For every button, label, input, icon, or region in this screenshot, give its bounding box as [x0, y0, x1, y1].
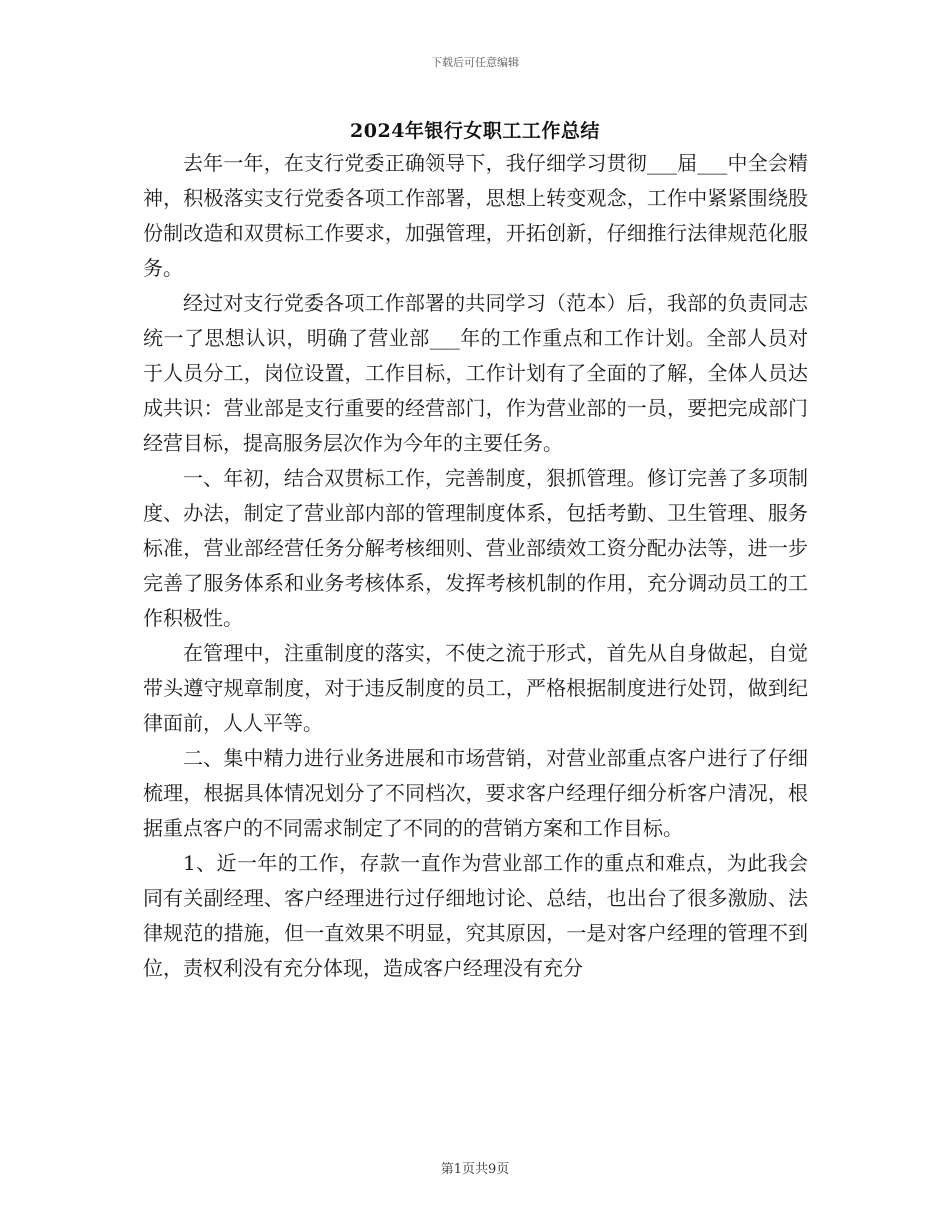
page-header-note: 下载后可任意编辑 — [431, 56, 519, 69]
page-number-footer: 第1页共9页 — [440, 1162, 510, 1177]
document-body — [143, 146, 808, 986]
document-title: 2024年银行女职工工作总结 — [350, 120, 600, 142]
paragraph: 在管理中，注重制度的落实，不使之流于形式，首先从自身做起，自觉带头遵守规章制度，对于违反制度的员工，严格根据制度进行处罚，做到纪律面前，人人平等。 — [143, 641, 808, 735]
paragraph: 经过对支行党委各项工作部署的共同学习（范本）后，我部的负责同志统一了思想认识，明确了营业部___年的工作重点和工作计划。全部人员对于人员分工，岗位设置，工作目标，工作计划有了全面的了解，全体人员达成共识：营业部是支行重要的经营部门，作为营业部的一员，要把完成部门经营目标，提高服务层次作为今年的主要任务。 — [143, 291, 808, 455]
paragraph: 去年一年，在支行党委正确领导下，我仔细学习贯彻___届___中全会精神，积极落实支行党委各项工作部署，思想上转变观念，工作中紧紧围绕股份制改造和双贯标工作要求，加强管理，开拓创新，仔细推行法律规范化服务。 — [143, 151, 808, 280]
paragraph: 1、近一年的工作，存款一直作为营业部工作的重点和难点，为此我会同有关副经理、客户经理进行过仔细地讨论、总结，也出台了很多激励、法律规范的措施，但一直效果不明显，究其原因，一是对客户经理的管理不到位，责权利没有充分体现，造成客户经理没有充分 — [143, 851, 808, 980]
paragraph: 二、集中精力进行业务进展和市场营销，对营业部重点客户进行了仔细梳理，根据具体情况划分了不同档次，要求客户经理仔细分析客户清况，根据重点客户的不同需求制定了不同的的营销方案和工作目标。 — [143, 746, 808, 840]
paragraph: 一、年初，结合双贯标工作，完善制度，狠抓管理。修订完善了多项制度、办法，制定了营业部内部的管理制度体系，包括考勤、卫生管理、服务标准，营业部经营任务分解考核细则、营业部绩效工资分配办法等，进一步完善了服务体系和业务考核体系，发挥考核机制的作用，充分调动员工的工作积极性。 — [143, 466, 808, 630]
